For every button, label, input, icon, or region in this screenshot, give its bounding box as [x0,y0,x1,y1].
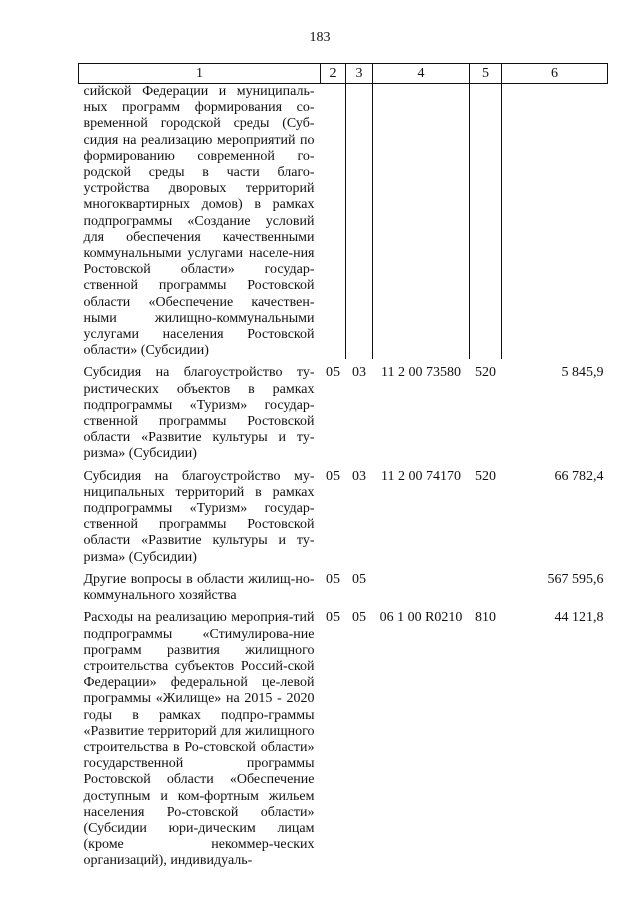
table-row [79,359,608,462]
table-row [79,566,608,604]
row-name: Расходы на реализацию мероприя-тий подпрограммы «Стимулирова-ние программ развития жилищного строительства субъектов Россий-ской Федерации» федеральной це-левой программы «Жилище» на 2015 - 2020 годы в рамках подпро-граммы «Развитие территорий для жилищного строительства в Ро-стовской области» государственной программы Ростовской области «Обеспечение доступным и ком-фортным жильем населения Ро-стовской области» (Субсидии юри-дическим лицам (кроме некоммер-ческих организаций), индивидуаль- [83,610,315,869]
row-expense-type [470,566,502,604]
row-subsection: 03 [352,468,366,484]
row-target-code [373,84,470,360]
row-expense-type [470,84,502,360]
row-amount [502,84,608,360]
row-target-code: 06 1 00 R0210 [379,610,463,626]
row-subsection: 05 [352,571,366,587]
row-subsection: 05 [352,610,366,626]
row-expense-type: 520 [475,468,496,484]
row-amount: 66 782,4 [554,468,604,484]
row-section: 05 [326,571,340,587]
row-section [321,84,346,360]
row-section: 05 [326,365,340,381]
table-header-row [79,64,608,84]
row-name: Субсидия на благоустройство му-ниципальных территорий в рамках подпрограммы «Туризм» государ-ственной программы Ростовской области «Развитие культуры и ту-ризма» (Субсидии) [83,468,315,565]
row-target-code: 11 2 00 73580 [381,365,461,381]
row-amount: 567 595,6 [547,571,604,587]
table-row [79,84,608,360]
row-expense-type: 520 [475,365,496,381]
page-number: 183 [309,30,331,45]
row-name: Субсидия на благоустройство ту-ристических объектов в рамках подпрограммы «Туризм» государ-ственной программы Ростовской области «Развитие культуры и ту-ризма» (Субсидии) [83,365,315,462]
row-expense-type: 810 [475,610,496,626]
header-col-5: 5 [470,64,502,84]
row-amount: 5 845,9 [561,365,604,381]
row-section: 05 [326,468,340,484]
row-section: 05 [326,610,340,626]
row-target-code: 11 2 00 74170 [381,468,461,484]
row-name: сийской Федерации и муниципаль-ных программ формирования со-временной городской среды (Суб-сидия на реализацию мероприятий по формированию современной го-родской среды в части благо-устройства дворовых территорий многоквартирных домов) в рамках подпрограммы «Создание условий для обеспечения качественными коммунальными услугами населе-ния Ростовской области» государ-ственной программы Ростовской области «Обеспечение качествен-ными жилищно-коммунальными услугами населения Ростовской области» (Субсидии) [83,84,315,359]
header-col-2: 2 [321,64,346,84]
table-row [79,463,608,566]
header-col-6: 6 [502,64,608,84]
row-amount: 44 121,8 [554,610,604,626]
table-row [79,604,608,869]
row-name: Другие вопросы в области жилищ-но-коммунального хозяйства [83,571,315,604]
row-target-code [373,566,470,604]
header-col-3: 3 [346,64,373,84]
row-subsection: 03 [352,365,366,381]
row-subsection [346,84,373,360]
budget-table [78,63,608,870]
header-col-1: 1 [79,64,321,84]
header-col-4: 4 [373,64,470,84]
